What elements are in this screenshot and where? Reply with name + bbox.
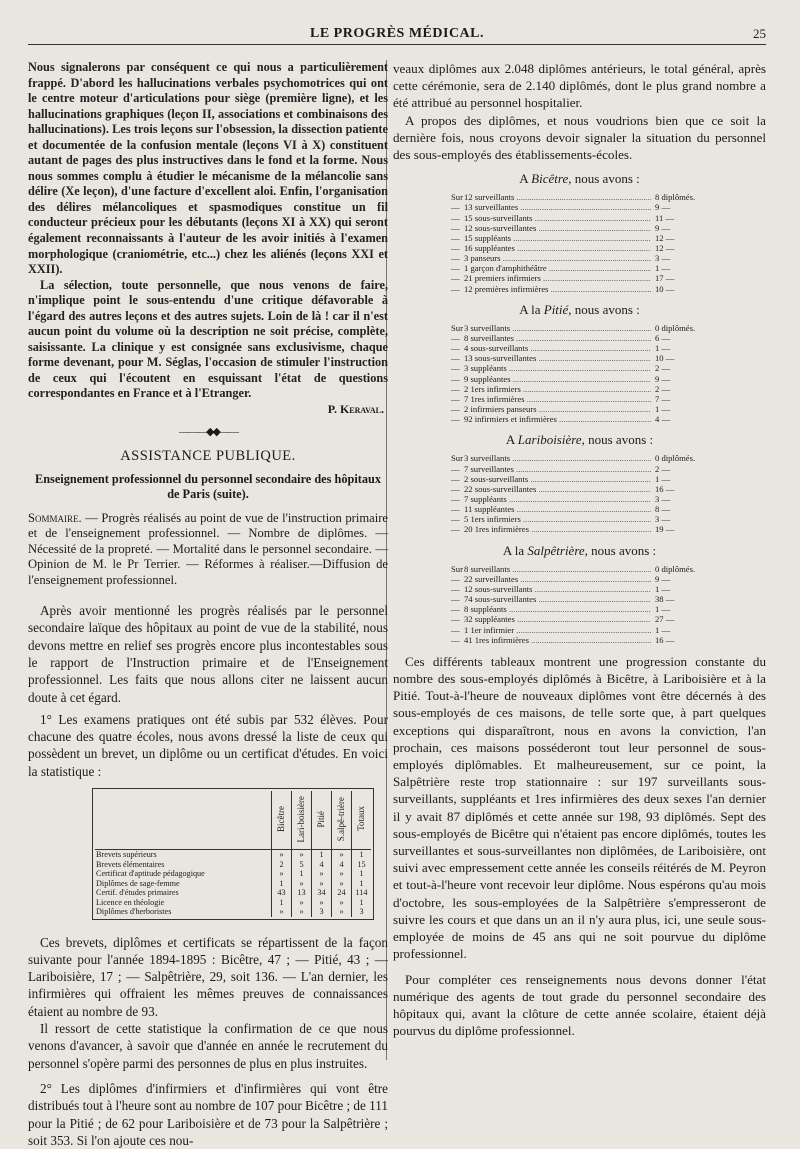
staff-row: — 2 sous-surveillants ..... 1 — [451, 474, 701, 484]
stat-cell: 1 [352, 898, 372, 908]
stat-row [95, 879, 371, 889]
paragraph-tables: Ces différents tableaux montrent une progression constante du nombre des sous-employés diplômés à Bicêtre, à Lariboisière et à la Pitié. Tout-à-l'heure de nouveaux diplômes vont être décernés à des sous-employés de ces maisons, de telle sorte que, à part quelques exceptions qui disparaîtront, nous en avons la conviction, l'an prochain, ces maisons posséderont tout leur personnel de sous-employés diplômables. Et malheureusement, sur ce point, la Salpêtrière reste trop stationnaire : sur 197 surveillants sous-surveillants, suppléants et 1res infirmières des deux sexes l'an dernier il y avait 87 diplômés et cette année sur 198, 93 diplômés. Sept des sous-employés de Bicêtre qui n'étaient pas encore diplômés, toutes les surveillantes et sous-surveillantes non diplômées, de Lariboisière, ont suivi avec empressement cette année les conseils réitérés de M. Peyron et tout-à-l'heure vont recevoir leur diplôme. Nous espérons qu'au mois d'octobre, les sous-employées de la Salpêtrière s'empresseront de suivre les cours et que dans un an il n'y aura plus, ici, une seule sous-employée de moins de 45 ans qui ne soit pourvue du diplôme professionnel. [393, 653, 766, 962]
staff-row: — 9 suppléantes ..... 9 — [451, 374, 701, 384]
staff-row: — 21 premiers infirmiers ..... 17 — [451, 273, 701, 283]
stat-cell: » [272, 907, 292, 917]
paragraph-final: Pour compléter ces renseignements nous devons donner l'état numérique des agents de tout grade du personnel secondaire des hôpitaux qui, avant la clôture de cette année scolaire, étaient déjà pourvus du diplôme professionnel. [393, 971, 766, 1039]
stat-cell: 15 [352, 860, 372, 870]
stat-cell: 3 [312, 907, 332, 917]
staff-row: — 16 suppléantes ..... 12 — [451, 243, 701, 253]
stat-cell: 4 [312, 860, 332, 870]
stat-cell: 1 [272, 898, 292, 908]
staff-row: — 2 infirmiers panseurs ..... 1 — [451, 404, 701, 414]
paragraph-exams: 1° Les examens pratiques ont été subis par 532 élèves. Pour chacune des quatre écoles, nous avons dressé la liste de ceux qui possèdent un brevet, un diplôme ou un certificat d'études. En voici la statistique : [28, 711, 388, 779]
stat-cell: Brevets élémentaires [96, 859, 165, 869]
stat-header-cell: S.alpê-trière [332, 791, 352, 850]
stat-cell: » [332, 907, 352, 917]
journal-title: LE PROGRÈS MÉDICAL. [309, 26, 485, 41]
stat-cell: » [332, 850, 352, 860]
paragraph-continued: veaux diplômes aux 2.048 diplômes antérieurs, le total général, après cette cérémonie, sera de 2.140 diplômés, dont le plus grand nombre a été attribué au personnel hospitalier. [393, 61, 766, 111]
stat-cell: 34 [312, 888, 332, 898]
staff-list [451, 564, 701, 645]
paragraph-progress: Après avoir mentionné les progrès réalisés par le personnel secondaire laïque des hôpitaux au point de vue de la stabilité, nous devons mettre en relief ses progrès encore plus incontestables sous le rapport de l'Instruction primaire et de l'Enseignement professionnel. Les faits que nous allons citer ne laissent aucun doute à cet égard. [28, 603, 388, 705]
stat-cell: Diplômes d'herboristes [96, 907, 172, 917]
paragraph-diplomas: 2° Les diplômes d'infirmiers et d'infirmières qui vont être distribués tout à l'heure sont au nombre de 107 pour Bicêtre ; de 111 pour la Pitié ; de 62 pour Lariboisière et de 73 pour la Salpêtrière ; soit 353. Si l'on ajoute ces nou- [28, 1080, 388, 1148]
stat-row [95, 907, 371, 917]
stat-cell: » [292, 879, 312, 889]
staff-row: — 7 1res infirmières ..... 7 — [451, 394, 701, 404]
stat-cell: 1 [352, 879, 372, 889]
left-column [28, 60, 388, 1149]
hospital-heading: A Lariboisière, nous avons : [505, 432, 654, 448]
stat-row [95, 888, 371, 898]
stat-cell: 43 [272, 888, 292, 898]
review-paragraph-intro: Nous signalerons par conséquent ce qui nous a particulièrement frappé. D'abord les hallucinations verbales psychomotrices qui ont le centre moteur d'articulations pour siège (première ligne), et les hallucinations graphiques (leçon II, associations et combinaisons des hallucinations). Les trois leçons sur l'obsession, la dissection patiente et documentée de la confusion mentale (leçons VI à X) constituent autant de pages des plus instructives dans le fond et la forme. Nous nous sommes complu à étudier le mécanisme de la mélancolie sans délire (Xe leçon), d'une facture d'excellent aloi. Enfin, l'organisation des délires mélancoliques et spasmodiques constitue un fil conducteur précieux pour les débutants (leçons XI à XX) qui seront également reconnaissants à l'auteur de les avoir initiés à l'examen morphologique (craniométrie, etc...) chez les aliénés (leçons XXI et XXII). [28, 60, 388, 277]
staff-row: — 5 1ers infirmiers ..... 3 — [451, 514, 701, 524]
staff-row: — 32 suppléantes ..... 27 — [451, 614, 701, 624]
stat-cell: 114 [352, 888, 372, 898]
stat-header-cell [95, 791, 272, 850]
hospital-heading: A la Salpêtrière, nous avons : [502, 542, 657, 558]
staff-row: — 15 sous-surveillants ..... 11 — [451, 213, 701, 223]
stat-cell: 2 [272, 860, 292, 870]
stat-cell: » [292, 907, 312, 917]
stat-cell: Certif. d'études primaires [96, 888, 179, 898]
summary-label: Sommaire. [28, 511, 82, 526]
summary-text: — Progrès réalisés au point de vue de l'instruction primaire et de l'enseignement professionnel. — Nombre de diplômes. — Nécessité de la propreté. — Mortalité dans le personnel secondaire. — Opinion de M. le Pr Terrier. — Réformes à réaliser.—Diffusion de l'enseignement professionnel. [28, 511, 388, 587]
staff-row: — 13 surveillantes ..... 9 — [451, 202, 701, 212]
stat-header-cell: Totaux [352, 791, 372, 850]
author-signature: P. Keraval. [327, 402, 384, 417]
stat-cell: » [332, 879, 352, 889]
stat-cell: Diplômes de sage-femme [96, 878, 180, 888]
staff-row: — 15 suppléants ..... 12 — [451, 233, 701, 243]
staff-row: — 13 sous-surveillantes ..... 10 — [451, 353, 701, 363]
stat-header-cell: Lari-boisière [292, 791, 312, 850]
page-number: 25 [753, 26, 766, 41]
staff-row: — 22 surveillantes ..... 9 — [451, 574, 701, 584]
staff-row: — 92 infirmiers et infirmières ..... 4 — [451, 414, 701, 424]
stat-row [95, 850, 371, 860]
staff-list [451, 192, 701, 294]
staff-row: — 1 1er infirmier ..... 1 — [451, 625, 701, 635]
stat-cell: » [272, 850, 292, 860]
staff-row: — 8 surveillantes ..... 6 — [451, 333, 701, 343]
hospital-lists [393, 171, 766, 645]
stat-cell: 1 [352, 869, 372, 879]
stat-cell: » [312, 879, 332, 889]
staff-list [451, 453, 701, 534]
stat-cell: 3 [352, 907, 372, 917]
stat-header-cell: Bicêtre [272, 791, 292, 850]
stat-row [95, 860, 371, 870]
staff-row: — 12 sous-surveillantes ..... 9 — [451, 223, 701, 233]
staff-row: — 20 1res infirmières ..... 19 — [451, 524, 701, 534]
section-title: ASSISTANCE PUBLIQUE. [120, 448, 296, 465]
article-summary [28, 511, 388, 588]
stat-cell: 1 [352, 850, 372, 860]
staff-row: — 3 panseurs ..... 3 — [451, 253, 701, 263]
paragraph-confirmation: Il ressort de cette statistique la confirmation de ce que nous venons d'avancer, à savoir que d'année en année le recrutement du personnel s'opère parmi des personnes de plus en plus instruites. [28, 1021, 388, 1071]
staff-row: — 41 1res infirmières ..... 16 — [451, 635, 701, 645]
statistics-table [92, 788, 374, 920]
staff-row: Sur 3 surveillants ..... 0 diplômés. [451, 323, 701, 333]
right-column [393, 60, 766, 1039]
staff-row: — 4 sous-surveillants ..... 1 — [451, 343, 701, 353]
stat-cell: 4 [332, 860, 352, 870]
hospital-heading: A Bicêtre, nous avons : [519, 171, 640, 187]
stat-cell: » [312, 898, 332, 908]
section-ornament: ———◆◆—— [179, 426, 237, 439]
paragraph-about-diplomas: A propos des diplômes, et nous voudrions bien que ce soit la dernière fois, nous croyons devoir signaler la situation du personnel des sous-employés des établissements-écoles. [393, 112, 766, 163]
stat-cell: 5 [292, 860, 312, 870]
staff-row: — 7 suppléants ..... 3 — [451, 494, 701, 504]
paragraph-breakdown: Ces brevets, diplômes et certificats se répartissent de la façon suivante pour l'année 1894-1895 : Bicêtre, 47 ; — Pitié, 43 ; — Lariboisière, 17 ; — Salpêtrière, 29, soit 136. — L'an dernier, les infirmières qui offraient les mêmes preuves de connaissances étaient au nombre de 93. [28, 934, 388, 1019]
staff-row: — 11 suppléantes ..... 8 — [451, 504, 701, 514]
stat-cell: Licence en théologie [96, 897, 165, 907]
stat-row [95, 869, 371, 879]
stat-cell: » [332, 898, 352, 908]
stat-header-cell: Pitié [312, 791, 332, 850]
staff-row: — 8 suppléants ..... 1 — [451, 604, 701, 614]
stat-cell: 24 [332, 888, 352, 898]
staff-row: — 1 garçon d'amphithéâtre ..... 1 — [451, 263, 701, 273]
staff-row: — 74 sous-surveillantes ..... 38 — [451, 594, 701, 604]
staff-row: — 12 premières infirmières ..... 10 — [451, 284, 701, 294]
stat-cell: 1 [312, 850, 332, 860]
stat-cell: » [292, 850, 312, 860]
running-header [28, 28, 766, 45]
stat-cell: » [272, 869, 292, 879]
stat-cell: 1 [292, 869, 312, 879]
staff-row: — 3 suppléants ..... 2 — [451, 363, 701, 373]
staff-row: — 22 sous-surveillantes ..... 16 — [451, 484, 701, 494]
review-paragraph-selection: La sélection, toute personnelle, que nous venons de faire, n'implique point le sous-entendu d'une critique défavorable à l'égard des autres leçons et des autres sujets. Loin de là ! car il n'est aucun point du volume où la description ne soit précise, complète, saisissante. La clinique y est consignée sans exclusivisme, chaque forme devenant, pour M. Séglas, l'occasion de stimuler l'instruction de ceux qui l'écoutent en esquissant l'état de questions correspondantes en France et à l'Etranger. [28, 277, 388, 401]
stat-cell: » [292, 898, 312, 908]
staff-row: — 12 sous-surveillants ..... 1 — [451, 584, 701, 594]
stat-cell: Certificat d'aptitude pédagogique [96, 869, 205, 879]
staff-row: — 2 1ers infirmiers ..... 2 — [451, 384, 701, 394]
stat-cell: Brevets supérieurs [96, 850, 157, 860]
staff-list [451, 323, 701, 425]
stat-cell: » [332, 869, 352, 879]
staff-row: Sur 12 surveillants ..... 8 diplômés. [451, 192, 701, 202]
stat-cell: 13 [292, 888, 312, 898]
stat-cell: » [312, 869, 332, 879]
staff-row: Sur 3 surveillants ..... 0 diplômés. [451, 453, 701, 463]
hospital-heading: A la Pitié, nous avons : [519, 301, 640, 317]
article-title: Enseignement professionnel du personnel secondaire des hôpitaux de Paris (suite). [35, 472, 381, 502]
stat-row [95, 898, 371, 908]
stat-cell: 1 [272, 879, 292, 889]
staff-row: Sur 8 surveillants ..... 0 diplômés. [451, 564, 701, 574]
staff-row: — 7 surveillantes ..... 2 — [451, 464, 701, 474]
